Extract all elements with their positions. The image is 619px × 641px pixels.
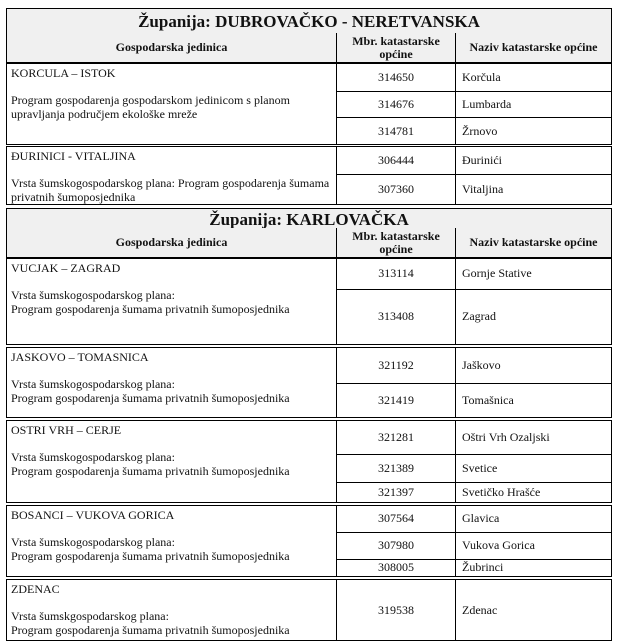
cadastral-code: 314781 bbox=[337, 118, 456, 144]
table-row bbox=[337, 64, 611, 91]
table-row bbox=[337, 348, 611, 383]
cadastral-code: 321192 bbox=[337, 348, 456, 383]
unit-group bbox=[6, 258, 612, 345]
cadastral-code: 308005 bbox=[337, 560, 456, 576]
cadastral-name: Korčula bbox=[462, 69, 501, 84]
cadastral-code: 307360 bbox=[337, 175, 456, 204]
unit-group bbox=[6, 63, 612, 145]
cadastral-code: 321419 bbox=[337, 384, 456, 417]
table-row bbox=[337, 454, 611, 482]
table-row bbox=[337, 421, 611, 454]
unit-description: Vrsta šumskogospodarskog plana: Program gospodarenja šumama privatnih šumoposjednika bbox=[11, 535, 290, 563]
header-name: Naziv katastarske općine bbox=[469, 235, 598, 249]
table-row bbox=[337, 482, 611, 502]
cadastral-name: Lumbarda bbox=[462, 96, 512, 111]
unit-name: ZDENAC bbox=[11, 582, 60, 596]
table-row bbox=[337, 91, 611, 118]
header-unit: Gospodarska jedinica bbox=[7, 33, 337, 62]
cadastral-code: 321281 bbox=[337, 421, 456, 454]
table-row bbox=[337, 559, 611, 576]
header-code: Mbr. katastarske općine bbox=[337, 33, 456, 62]
table-row bbox=[337, 532, 611, 559]
table-row bbox=[337, 383, 611, 417]
unit-name: BOSANCI – VUKOVA GORICA bbox=[11, 508, 175, 522]
county-title: Županija: KARLOVAČKA bbox=[6, 208, 612, 230]
cadastral-name: Svetičko Hrašće bbox=[462, 484, 541, 499]
table-row bbox=[337, 580, 611, 640]
header-name: Naziv katastarske općine bbox=[469, 40, 598, 54]
unit-cell bbox=[7, 147, 337, 204]
cadastral-code: 321389 bbox=[337, 455, 456, 482]
cadastral-code: 307980 bbox=[337, 533, 456, 559]
cadastral-name: Gornje Stative bbox=[462, 266, 532, 281]
unit-group bbox=[6, 347, 612, 418]
cadastral-name: Zdenac bbox=[462, 602, 498, 617]
unit-group bbox=[6, 420, 612, 503]
table-row bbox=[337, 174, 611, 204]
unit-name: ĐURINICI - VITALJINA bbox=[11, 149, 136, 163]
county-title: Županija: DUBROVAČKO - NERETVANSKA bbox=[6, 8, 612, 34]
unit-description: Vrsta šumskogospodarskog plana: Program gospodarenja šumama privatnih šumoposjednika bbox=[11, 450, 290, 478]
cadastral-name: Vukova Gorica bbox=[462, 538, 535, 553]
cadastral-name: Vitaljina bbox=[462, 181, 504, 196]
cadastral-name: Tomašnica bbox=[462, 393, 514, 408]
header-unit: Gospodarska jedinica bbox=[7, 228, 337, 257]
column-header-row bbox=[6, 33, 612, 63]
unit-cell bbox=[7, 421, 337, 502]
table-row bbox=[337, 289, 611, 344]
unit-cell bbox=[7, 348, 337, 417]
cadastral-code: 314676 bbox=[337, 92, 456, 118]
cadastral-code: 313408 bbox=[337, 290, 456, 344]
unit-description: Vrsta šumskogospodarskog plana: Program gospodarenja šumama privatnih šumoposjednika bbox=[11, 288, 290, 316]
table-row bbox=[337, 506, 611, 532]
cadastral-name: Žubrinci bbox=[462, 560, 504, 575]
cadastral-name: Jaškovo bbox=[462, 358, 501, 373]
unit-group bbox=[6, 579, 612, 641]
cadastral-code: 319538 bbox=[337, 580, 456, 640]
cadastral-name: Đurinići bbox=[462, 152, 502, 167]
table-row bbox=[337, 259, 611, 289]
unit-group bbox=[6, 505, 612, 577]
cadastral-code: 313114 bbox=[337, 259, 456, 289]
unit-name: OSTRI VRH – CERJE bbox=[11, 423, 122, 437]
cadastral-code: 306444 bbox=[337, 147, 456, 174]
cadastral-name: Zagrad bbox=[462, 309, 496, 324]
unit-cell bbox=[7, 580, 337, 640]
cadastral-name: Oštri Vrh Ozaljski bbox=[462, 430, 550, 445]
unit-description: Vrsta šumskgospodarskog plana: Program gospodarenja šumama privatnih šumoposjednika bbox=[11, 609, 290, 637]
cadastral-code: 307564 bbox=[337, 506, 456, 532]
cadastral-code: 321397 bbox=[337, 483, 456, 502]
header-code: Mbr. katastarske općine bbox=[337, 228, 456, 257]
unit-name: KORCULA – ISTOK bbox=[11, 66, 116, 80]
unit-description: Vrsta šumskogospodarskog plana: Program gospodarenja šumama privatnih šumoposjednika bbox=[11, 377, 290, 405]
cadastral-name: Glavica bbox=[462, 511, 500, 526]
unit-name: VUCJAK – ZAGRAD bbox=[11, 261, 121, 275]
unit-group bbox=[6, 146, 612, 205]
unit-cell bbox=[7, 64, 337, 144]
cadastral-name: Svetice bbox=[462, 461, 498, 476]
unit-description: Vrsta šumskogospodarskog plana: Program gospodarenja šumama privatnih šumoposjednika bbox=[11, 176, 330, 204]
table-row bbox=[337, 147, 611, 174]
unit-cell bbox=[7, 506, 337, 576]
unit-description: Program gospodarenja gospodarskom jedinicom s planom upravljanja područjem ekološke mreže bbox=[11, 93, 290, 121]
unit-name: JASKOVO – TOMASNICA bbox=[11, 350, 149, 364]
column-header-row bbox=[6, 228, 612, 258]
cadastral-code: 314650 bbox=[337, 64, 456, 91]
cadastral-name: Žrnovo bbox=[462, 123, 498, 138]
unit-cell bbox=[7, 259, 337, 344]
table-row bbox=[337, 117, 611, 144]
